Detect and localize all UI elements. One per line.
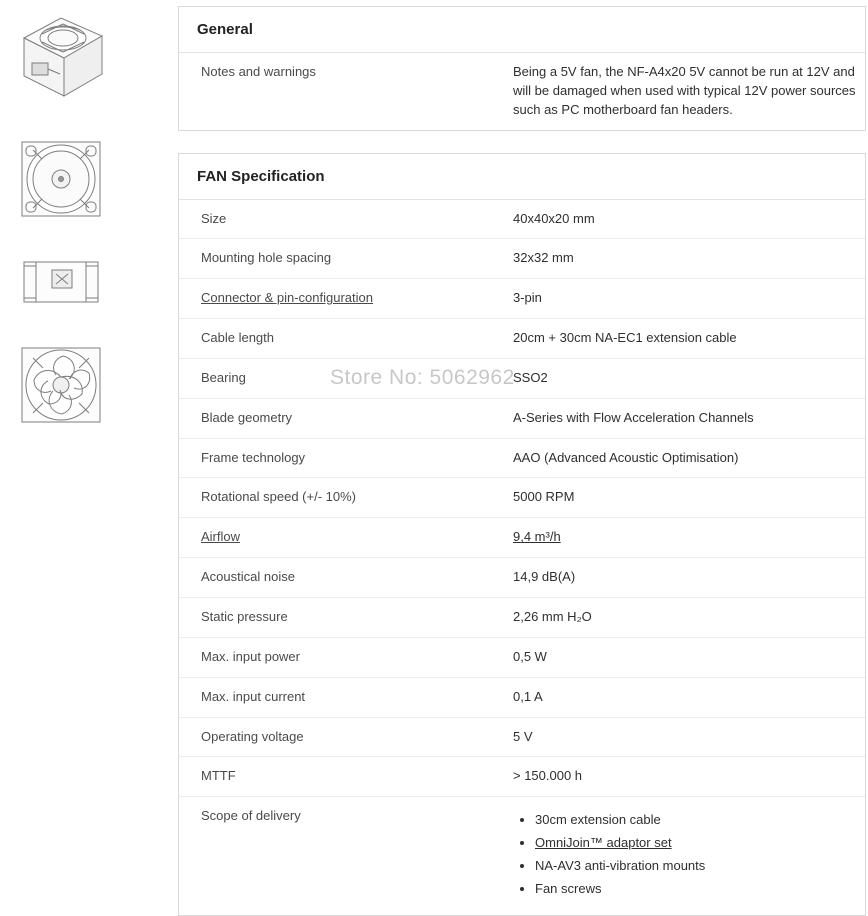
table-row (179, 319, 865, 359)
fan-photo-side[interactable] (12, 252, 110, 312)
row-label: Operating voltage (179, 717, 509, 757)
table-row (179, 677, 865, 717)
fan-blades-icon (12, 336, 110, 434)
row-label: Acoustical noise (179, 558, 509, 598)
table-row (179, 597, 865, 637)
row-label: Blade geometry (179, 398, 509, 438)
row-value: A-Series with Flow Acceleration Channels (509, 398, 865, 438)
table-row (179, 53, 865, 130)
row-label: Scope of delivery (201, 808, 301, 824)
row-label: Static pressure (179, 597, 509, 637)
list-item: • Fan screws (535, 880, 857, 899)
row-label: Size (179, 200, 509, 239)
general-table (179, 53, 865, 130)
row-value: 9,4 m³/h (509, 518, 865, 558)
table-row (179, 398, 865, 438)
row-value: 32x32 mm (509, 239, 865, 279)
row-label[interactable]: Connector & pin-configuration (179, 279, 509, 319)
fan-specification-rows (179, 200, 865, 915)
row-label: Notes and warnings (201, 64, 316, 79)
table-row (179, 558, 865, 598)
table-row (179, 239, 865, 279)
fan-specification-card (178, 153, 866, 916)
row-value: > 150.000 h (509, 757, 865, 797)
row-label[interactable]: Airflow (179, 518, 509, 558)
row-value: 2,26 mm H₂O (509, 597, 865, 637)
row-value: 5 V (509, 717, 865, 757)
list-item: • NA-AV3 anti-vibration mounts (535, 857, 857, 876)
fan-photo-front[interactable] (12, 130, 110, 228)
row-label: Mounting hole spacing (179, 239, 509, 279)
spec-content (174, 0, 868, 896)
row-value: 0,1 A (509, 677, 865, 717)
list-item (535, 834, 857, 853)
fan-photo-isometric[interactable] (12, 8, 110, 106)
table-row (179, 717, 865, 757)
table-row (179, 518, 865, 558)
fan-specification-title: FAN Specification (179, 154, 865, 200)
row-label: MTTF (179, 757, 509, 797)
row-label: Bearing (179, 358, 509, 398)
row-value: 14,9 dB(A) (509, 558, 865, 598)
row-label: Frame technology (179, 438, 509, 478)
table-row (179, 200, 865, 239)
row-label: Rotational speed (+/- 10%) (179, 478, 509, 518)
store-watermark: Store No: 5062962 (330, 366, 515, 389)
row-value: SSO2 (509, 358, 865, 398)
row-value: 3-pin (509, 279, 865, 319)
table-row (179, 358, 865, 398)
list-item-label: OmniJoin™ adaptor set (535, 835, 672, 851)
row-label: Max. input power (179, 637, 509, 677)
fan-specification-table (179, 200, 865, 915)
table-row-scope-of-delivery (179, 797, 865, 915)
row-value: Being a 5V fan, the NF-A4x20 5V cannot be run at 12V and will be damaged when used with typical 12V power sources such as PC motherboard fan headers. (513, 64, 856, 117)
product-image-gallery (0, 0, 174, 771)
row-value: AAO (Advanced Acoustic Optimisation) (509, 438, 865, 478)
row-value: 40x40x20 mm (509, 200, 865, 239)
row-value (509, 797, 865, 915)
list-item: • 30cm extension cable (535, 811, 857, 830)
fan-photo-blades[interactable] (12, 336, 110, 434)
row-value: 5000 RPM (509, 478, 865, 518)
row-label: Max. input current (179, 677, 509, 717)
row-value: 0,5 W (509, 637, 865, 677)
table-row (179, 637, 865, 677)
row-label: Cable length (179, 319, 509, 359)
table-row (179, 757, 865, 797)
general-card (178, 6, 866, 131)
scope-of-delivery-list (513, 811, 857, 898)
fan-front-icon (12, 130, 110, 228)
table-row (179, 279, 865, 319)
table-row (179, 478, 865, 518)
fan-side-icon (12, 252, 110, 312)
table-row (179, 438, 865, 478)
fan-isometric-icon (12, 8, 110, 106)
row-value: 20cm + 30cm NA-EC1 extension cable (509, 319, 865, 359)
general-card-title: General (179, 7, 865, 53)
